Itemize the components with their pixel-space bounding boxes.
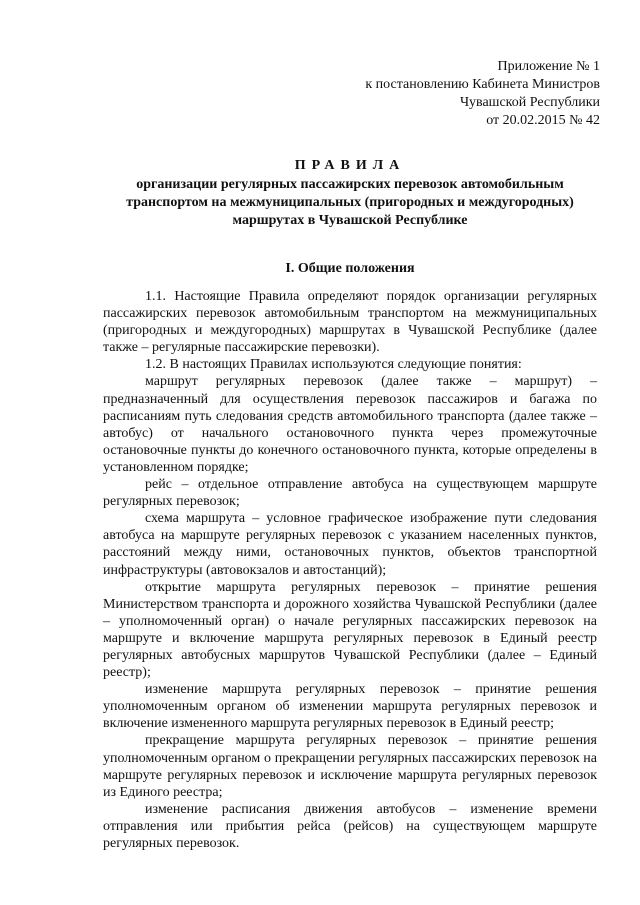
- appendix-resolution-line: к постановлению Кабинета Министров: [365, 77, 600, 92]
- paragraph: изменение расписания движения автобусов – изменение времени отправления или прибытия рейса (рейсов) на существующем маршруте регулярных перевозок.: [103, 801, 597, 851]
- appendix-republic-line: Чувашской Республики: [459, 95, 600, 110]
- paragraph: рейс – отдельное отправление автобуса на существующем маршруте регулярных перевозок;: [103, 477, 597, 510]
- appendix-header: [330, 58, 600, 130]
- title-main: ПРАВИЛА: [294, 158, 406, 173]
- paragraph: изменение маршрута регулярных перевозок – принятие решения уполномоченным органом об изменении маршрута регулярных перевозок и включение измененного маршрута регулярных перевозок в Единый реестр;: [103, 682, 597, 732]
- section-heading: I. Общие положения: [285, 261, 415, 276]
- title-line-2: транспортом на межмуниципальных (пригородных и междугородных): [126, 195, 574, 210]
- paragraph: маршрут регулярных перевозок (далее также – маршрут) – предназначенный для осуществления перевозок пассажиров и багажа по расписаниям путь следования средств автомобильного транспорта (далее также – автобус) от начального остановочного пункта через промежуточные остановочные пункты до конечного остановочного пункта, которые определены в установленном порядке;: [103, 374, 597, 475]
- paragraph: 1.1. Настоящие Правила определяют порядок организации регулярных пассажирских перевозок автомобильным транспортом на межмуниципальных (пригородных и междугородных) маршрутах в Чувашской Республике (далее также – регулярные пассажирские перевозки).: [103, 289, 597, 356]
- paragraph: открытие маршрута регулярных перевозок – принятие решения Министерством транспорта и дорожного хозяйства Чувашской Республики (далее – уполномоченный орган) о начале регулярных пассажирских перевозок на маршруте и включение маршрута регулярных перевозок в Единый реестр регулярных автобусных маршрутов Чувашской Республики (далее – Единый реестр);: [103, 579, 597, 681]
- title-line-1: организации регулярных пассажирских перевозок автомобильным: [136, 177, 564, 192]
- paragraph: схема маршрута – условное графическое изображение пути следования автобуса на маршруте регулярных перевозок с указанием населенных пунктов, расстояний между ними, остановочных пунктов, объектов транспортной инфраструктуры (автовокзалов и автостанций);: [103, 511, 597, 578]
- appendix-number: Приложение № 1: [497, 59, 600, 74]
- paragraph: 1.2. В настоящих Правилах используются следующие понятия:: [145, 357, 522, 373]
- appendix-date-number: от 20.02.2015 № 42: [486, 113, 600, 128]
- document-body: [103, 288, 597, 852]
- paragraph: прекращение маршрута регулярных перевозок – принятие решения уполномоченным органом о прекращении регулярных пассажирских перевозок на маршруте регулярных перевозок и исключение маршрута регулярных перевозок из Единого реестра;: [103, 733, 597, 800]
- title-line-3: маршрутах в Чувашской Республике: [232, 213, 468, 228]
- document-title: [100, 157, 600, 230]
